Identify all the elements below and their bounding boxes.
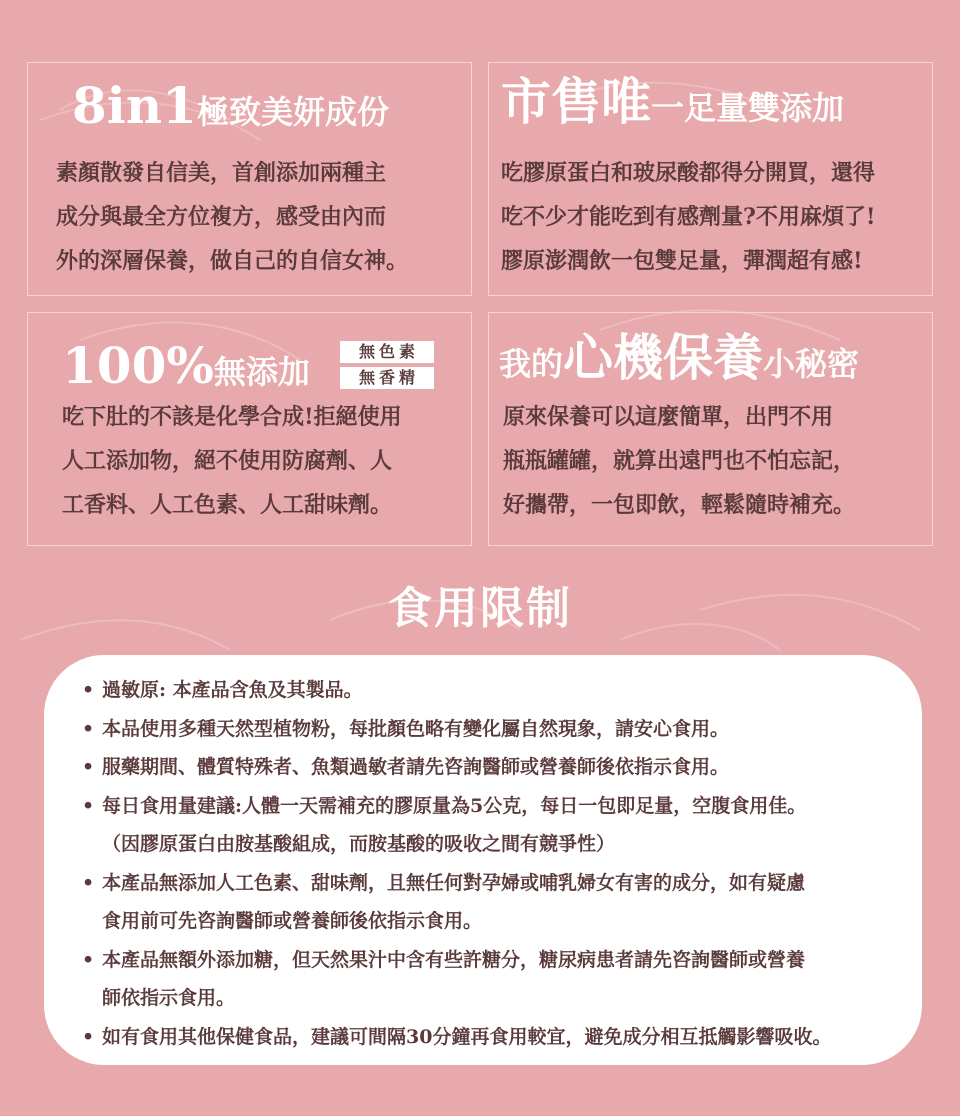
notice-item-continuation: 食用前可先咨詢醫師或營養師後依指示食用。 bbox=[102, 910, 483, 932]
card-body bbox=[501, 151, 876, 283]
card-title bbox=[72, 76, 471, 135]
notice-panel bbox=[44, 655, 922, 1065]
badge-group bbox=[340, 341, 434, 389]
feature-card-no-additives bbox=[27, 312, 472, 546]
notice-item: • 如有食用其他保健食品，建議可間隔30分鐘再食用較宜，避免成分相互抵觸影響吸收。 bbox=[82, 1018, 922, 1057]
card-title-text: 足量雙添加 bbox=[684, 89, 845, 127]
feature-card-double-addition bbox=[488, 62, 933, 296]
card-line: 外的深層保養，做自己的自信女神。 bbox=[56, 248, 409, 274]
card-title-prefix: 我的 bbox=[499, 345, 564, 383]
notice-item: • 服藥期間、體質特殊者、魚類過敏者請先咨詢醫師或營養師後依指示食用。 bbox=[82, 748, 922, 787]
card-line: 吃膠原蛋白和玻尿酸都得分開買，還得 bbox=[501, 160, 876, 186]
notice-item-continuation: 師依指示食用。 bbox=[102, 987, 236, 1009]
card-line: 膠原澎潤飲一包雙足量，彈潤超有感! bbox=[501, 248, 863, 274]
card-body bbox=[503, 395, 855, 527]
badge-no-fragrance: 無香精 bbox=[340, 367, 434, 389]
card-line: 素顏散發自信美，首創添加兩種主 bbox=[56, 160, 387, 186]
notice-item: • 本品使用多種天然型植物粉，每批顏色略有變化屬自然現象，請安心食用。 bbox=[82, 710, 922, 749]
card-title bbox=[501, 72, 932, 131]
card-body bbox=[62, 395, 402, 527]
card-line: 人工添加物，絕不使用防腐劑、人 bbox=[62, 448, 393, 474]
card-title-highlight: 100% bbox=[62, 336, 214, 395]
card-title-text: 小秘密 bbox=[763, 345, 860, 383]
card-title-highlight: 心機保養 bbox=[563, 328, 764, 387]
card-line: 工香料、人工色素、人工甜味劑。 bbox=[62, 492, 393, 518]
card-title-highlight: 市售唯 bbox=[501, 72, 651, 131]
notice-list bbox=[82, 671, 922, 1056]
card-line: 好攜帶，一包即飲，輕鬆隨時補充。 bbox=[503, 492, 856, 518]
card-title-text: 極致美妍成份 bbox=[196, 93, 389, 131]
card-title-text: 無添加 bbox=[213, 353, 310, 391]
notice-item: • 本產品無額外添加糖，但天然果汁中含有些許糖分，糖尿病患者請先咨詢醫師或營養 bbox=[82, 941, 922, 980]
card-line: 瓶瓶罐罐，就算出遠門也不怕忘記， bbox=[503, 448, 856, 474]
notice-item: • 過敏原: 本產品含魚及其製品。 bbox=[82, 671, 922, 710]
notice-item: • 每日食用量建議:人體一天需補充的膠原量為5公克，每日一包即足量，空腹食用佳。 bbox=[82, 787, 922, 826]
notice-item: • 本產品無添加人工色素、甜味劑，且無任何對孕婦或哺乳婦女有害的成分，如有疑慮 bbox=[82, 864, 922, 903]
card-title-highlight: 8in1 bbox=[72, 76, 197, 135]
feature-card-ingredients bbox=[27, 62, 472, 296]
card-line: 原來保養可以這麼簡單，出門不用 bbox=[503, 404, 834, 430]
notice-item-continuation: （因膠原蛋白由胺基酸組成，而胺基酸的吸收之間有競爭性） bbox=[102, 833, 616, 855]
card-line: 成分與最全方位複方，感受由內而 bbox=[56, 204, 387, 230]
section-title: 食用限制 bbox=[388, 583, 572, 634]
card-title-dash: 一 bbox=[651, 88, 684, 127]
card-body bbox=[56, 151, 408, 283]
card-title bbox=[499, 328, 932, 387]
card-line: 吃下肚的不該是化學合成!拒絕使用 bbox=[62, 404, 402, 430]
card-line: 吃不少才能吃到有感劑量?不用麻煩了! bbox=[501, 204, 876, 230]
badge-no-colorant: 無色素 bbox=[340, 341, 434, 363]
feature-card-secret bbox=[488, 312, 933, 546]
